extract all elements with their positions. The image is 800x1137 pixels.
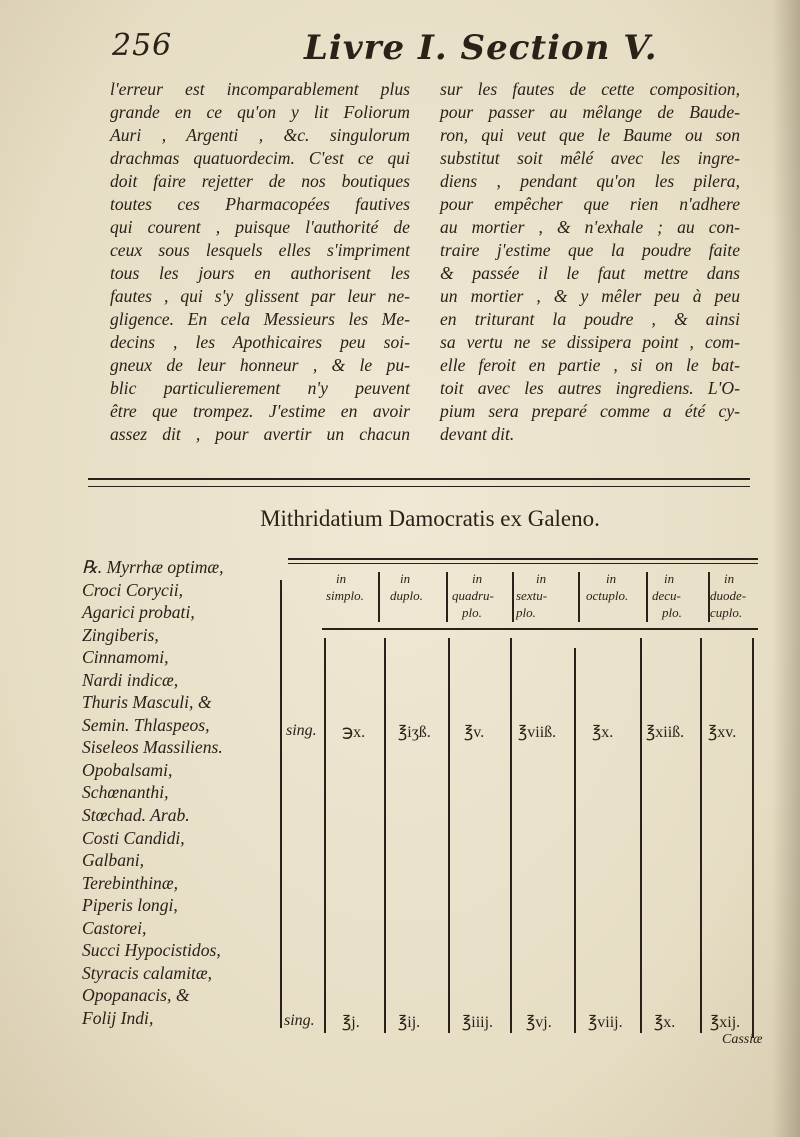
column-head-duodecuplo [710, 570, 756, 621]
text-line: un mortier , & y mêler peu à peu [440, 286, 740, 306]
column-head-line: in [400, 571, 411, 586]
dose-value: ℥j. [342, 1014, 360, 1031]
dose-value: ℈x. [342, 724, 366, 741]
dose-value: ℥xiiß. [646, 724, 685, 741]
column-head-line: quadru- [452, 588, 494, 603]
dose-value: ℥vj. [526, 1014, 552, 1031]
text-line: gneux de leur honneur , & le pu- [110, 355, 410, 375]
left-text-column [110, 78, 410, 446]
catchword: Cassiæ [722, 1032, 763, 1047]
table-body-rule [324, 638, 326, 1033]
ingredient-item: Nardi indicæ, [82, 669, 179, 690]
text-line: toit avec les autres ingrediens. L'O- [440, 378, 740, 398]
table-top-rule [288, 558, 758, 560]
table-body-rule [384, 638, 386, 1033]
column-head-line: simplo. [326, 588, 364, 603]
dose-value: ℥x. [592, 724, 614, 741]
table-body-rule [700, 638, 702, 1033]
text-line: être que trompez. J'estime en avoir [110, 401, 410, 421]
text-line: qui courent , puisque l'authorité de [110, 217, 410, 237]
text-line: pium sera preparé comme a été cy- [440, 401, 740, 421]
column-head-line: in [724, 571, 735, 586]
table-body-rule [752, 638, 754, 1038]
dose-value: ℥ij. [398, 1014, 421, 1031]
row-label: sing. [286, 722, 317, 739]
text-line: gligence. En cela Messieurs les Me- [110, 309, 410, 329]
text-line: sa vertu ne se dissipera point , com- [440, 332, 740, 352]
column-head-line: decu- [652, 588, 681, 603]
header-divider [708, 572, 710, 622]
column-head-line: in [336, 571, 347, 586]
dose-value: ℥viiß. [518, 724, 557, 741]
text-line: tous les jours en authorisent les [110, 263, 410, 283]
ingredient-item: Thuris Masculi, & [82, 692, 212, 713]
column-head-line: plo. [462, 605, 482, 620]
column-head-line: in [606, 571, 617, 586]
dosage-table [280, 558, 760, 1038]
text-line: pour passer au mêlange de Baude- [440, 102, 740, 122]
text-line: diens , pendant qu'on les pilera, [440, 171, 740, 191]
ingredient-item: Agarici probati, [82, 602, 195, 623]
text-line: elle feroit en partie , si on le bat- [440, 355, 740, 375]
text-line: Auri , Argenti , &c. singulorum [110, 125, 410, 145]
page-number: 256 [112, 28, 173, 63]
dose-value: ℥viij. [588, 1014, 623, 1031]
text-line: & passée il le faut mettre dans [440, 263, 740, 283]
table-header-rule [322, 628, 758, 630]
text-line: l'erreur est incomparablement plus [110, 79, 410, 99]
column-head-duplo [390, 570, 440, 604]
text-line: blic particulierement n'y peuvent [110, 378, 410, 398]
column-head-line: plo. [662, 605, 682, 620]
text-line: devant dit. [440, 424, 515, 444]
column-head-line: in [536, 571, 547, 586]
text-line: drachmas quatuordecim. C'est ce qui [110, 148, 410, 168]
ingredient-item: Costi Candidi, [82, 827, 185, 848]
ingredient-item: Croci Corycii, [82, 579, 183, 600]
text-line: grande en ce qu'on y lit Foliorum [110, 102, 410, 122]
dose-value: ℥iiij. [462, 1014, 494, 1031]
ingredient-item: Stœchad. Arab. [82, 805, 190, 826]
ingredient-item: Terebinthinæ, [82, 872, 178, 893]
header-divider [512, 572, 514, 622]
column-head-line: sextu- [516, 588, 548, 603]
text-line: doit faire rejetter de nos boutiques [110, 171, 410, 191]
ingredient-item: Piperis longi, [82, 895, 178, 916]
column-head-line: octuplo. [586, 588, 629, 603]
column-head-decuplo [652, 570, 708, 621]
column-head-line: in [664, 571, 675, 586]
table-top-rule-thin [288, 563, 758, 564]
dose-value: ℥x. [654, 1014, 676, 1031]
column-head-line: in [472, 571, 483, 586]
ingredient-list [82, 556, 282, 1029]
column-head-octuplo [586, 570, 644, 604]
ingredient-item: Opobalsami, [82, 759, 173, 780]
text-line: sur les fautes de cette composition, [440, 79, 740, 99]
ingredient-item: Schœnanthi, [82, 782, 169, 803]
running-title: Livre I. Section V. [304, 28, 658, 68]
dose-value: ℥v. [464, 724, 485, 741]
text-line: pour empêcher que rien n'adhere [440, 194, 740, 214]
ingredient-item: Opopanacis, & [82, 985, 190, 1006]
ingredient-item: Succi Hypocistidos, [82, 940, 221, 961]
table-body-rule [448, 638, 450, 1033]
column-head-simplo [326, 570, 376, 604]
column-head-line: cuplo. [710, 605, 743, 620]
page-edge-shadow [772, 0, 800, 1137]
ingredient-item: Semin. Thlaspeos, [82, 714, 210, 735]
right-text-column [440, 78, 740, 446]
table-body-rule [510, 638, 512, 1033]
text-line: toutes ces Pharmacopées fautives [110, 194, 410, 214]
text-line: fautes , qui s'y glissent par leur ne- [110, 286, 410, 306]
text-line: assez dit , pour avertir un chacun [110, 424, 410, 444]
text-line: ceux sous lesquels elles s'impriment [110, 240, 410, 260]
text-line: ron, qui veut que le Baume ou son [440, 125, 740, 145]
text-line: traire j'estime que la poudre faite [440, 240, 740, 260]
dose-value: ℥xv. [708, 724, 737, 741]
ingredient-item: Galbani, [82, 850, 145, 871]
header-divider [378, 572, 380, 622]
text-line: au mortier , & n'exhale ; au con- [440, 217, 740, 237]
table-body-rule [640, 638, 642, 1033]
ingredient-item: Styracis calamitæ, [82, 962, 212, 983]
text-line: en triturant la poudre , & ainsi [440, 309, 740, 329]
ingredient-item: Zingiberis, [82, 624, 159, 645]
header-divider [446, 572, 448, 622]
dose-value: ℥xij. [710, 1014, 741, 1031]
header-divider [646, 572, 648, 622]
column-head-line: duode- [710, 588, 747, 603]
row-label: sing. [284, 1012, 315, 1029]
dose-value: ℥iʒß. [398, 724, 431, 741]
page-header [108, 28, 748, 74]
table-body-rule [574, 648, 576, 1033]
ingredient-item: ℞. Myrrhæ optimæ, [82, 557, 224, 577]
column-head-sextuplo [516, 570, 574, 621]
header-divider [578, 572, 580, 622]
ingredient-item: Folij Indi, [82, 1007, 154, 1028]
text-line: substitut soit mêlé avec les ingre- [440, 148, 740, 168]
section-divider-rule [88, 478, 750, 487]
ingredient-item: Siseleos Massiliens. [82, 737, 223, 758]
ingredient-item: Castorei, [82, 917, 147, 938]
recipe-title: Mithridatium Damocratis ex Galeno. [260, 506, 600, 531]
ingredient-item: Cinnamomi, [82, 647, 169, 668]
column-head-line: duplo. [390, 588, 423, 603]
column-head-quadruplo [452, 570, 510, 621]
column-head-line: plo. [516, 605, 536, 620]
table-body-rule [280, 580, 282, 1028]
text-line: decins , les Apothicaires peu soi- [110, 332, 410, 352]
